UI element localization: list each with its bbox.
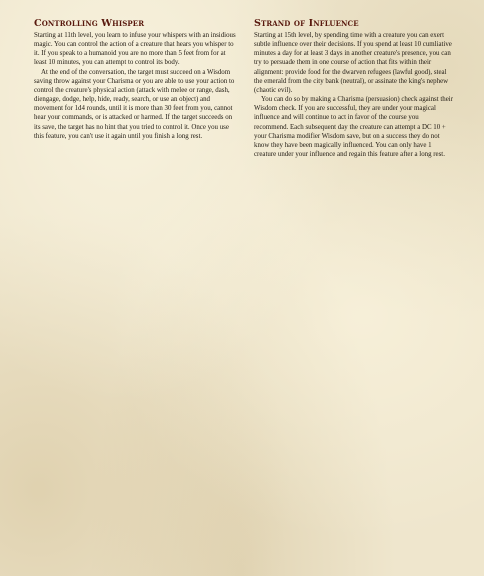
paragraph: You can do so by making a Charisma (persuasion) check against their Wisdom check. If you are successful, they are under your magical influence and will continue to act in favor of the course you recommend. Each subsequent day the creature can attempt a DC 10 + your Charisma modifier Wisdom save, but on a success they do not know they have been magically influenced. You can only have 1 creature under your influence and regain this feature after a long rest. xyxy=(254,96,454,159)
section-title-controlling-whisper: Controlling Whisper xyxy=(34,18,145,29)
right-column xyxy=(254,18,454,159)
paragraph: At the end of the conversation, the target must succeed on a Wisdom saving throw against your Charisma or you are able to use your action to control the creature's physical action (attack with melee or range, dash, diengage, dodge, help, hide, ready, search, or use an object) and movement for 1d4 rounds, until it is more than 30 feet from you, cannot hear your commands, or is attacked or harmed. If the target succeeds on its save, the target has no hint that you tried to control it. Once you use this feature, you can't use it again until you finish a long rest. xyxy=(34,68,235,140)
paragraph: Starting at 15th level, by spending time with a creature you can exert subtle influence over their decisions. If you spend at least 10 cumliative minutes a day for at least 3 days in another creature's presence, you can try to persuade them in one course of action that fits within their alignment: provide food for the dwarven refugees (lawful good), steal the emerald from the city bank (neutral), or assinate the king's nephew (chaotic evil). xyxy=(254,32,452,94)
left-column xyxy=(34,18,239,141)
paragraph: Starting at 11th level, you learn to infuse your whispers with an insidious magic. You can control the action of a creature that hears you whisper to it. If you speak to a humanoid you are no more than 5 feet from for at least 10 minutes, you can attempt to control its body. xyxy=(34,32,236,67)
section-title-strand-of-influence: Strand of Influence xyxy=(254,18,359,29)
